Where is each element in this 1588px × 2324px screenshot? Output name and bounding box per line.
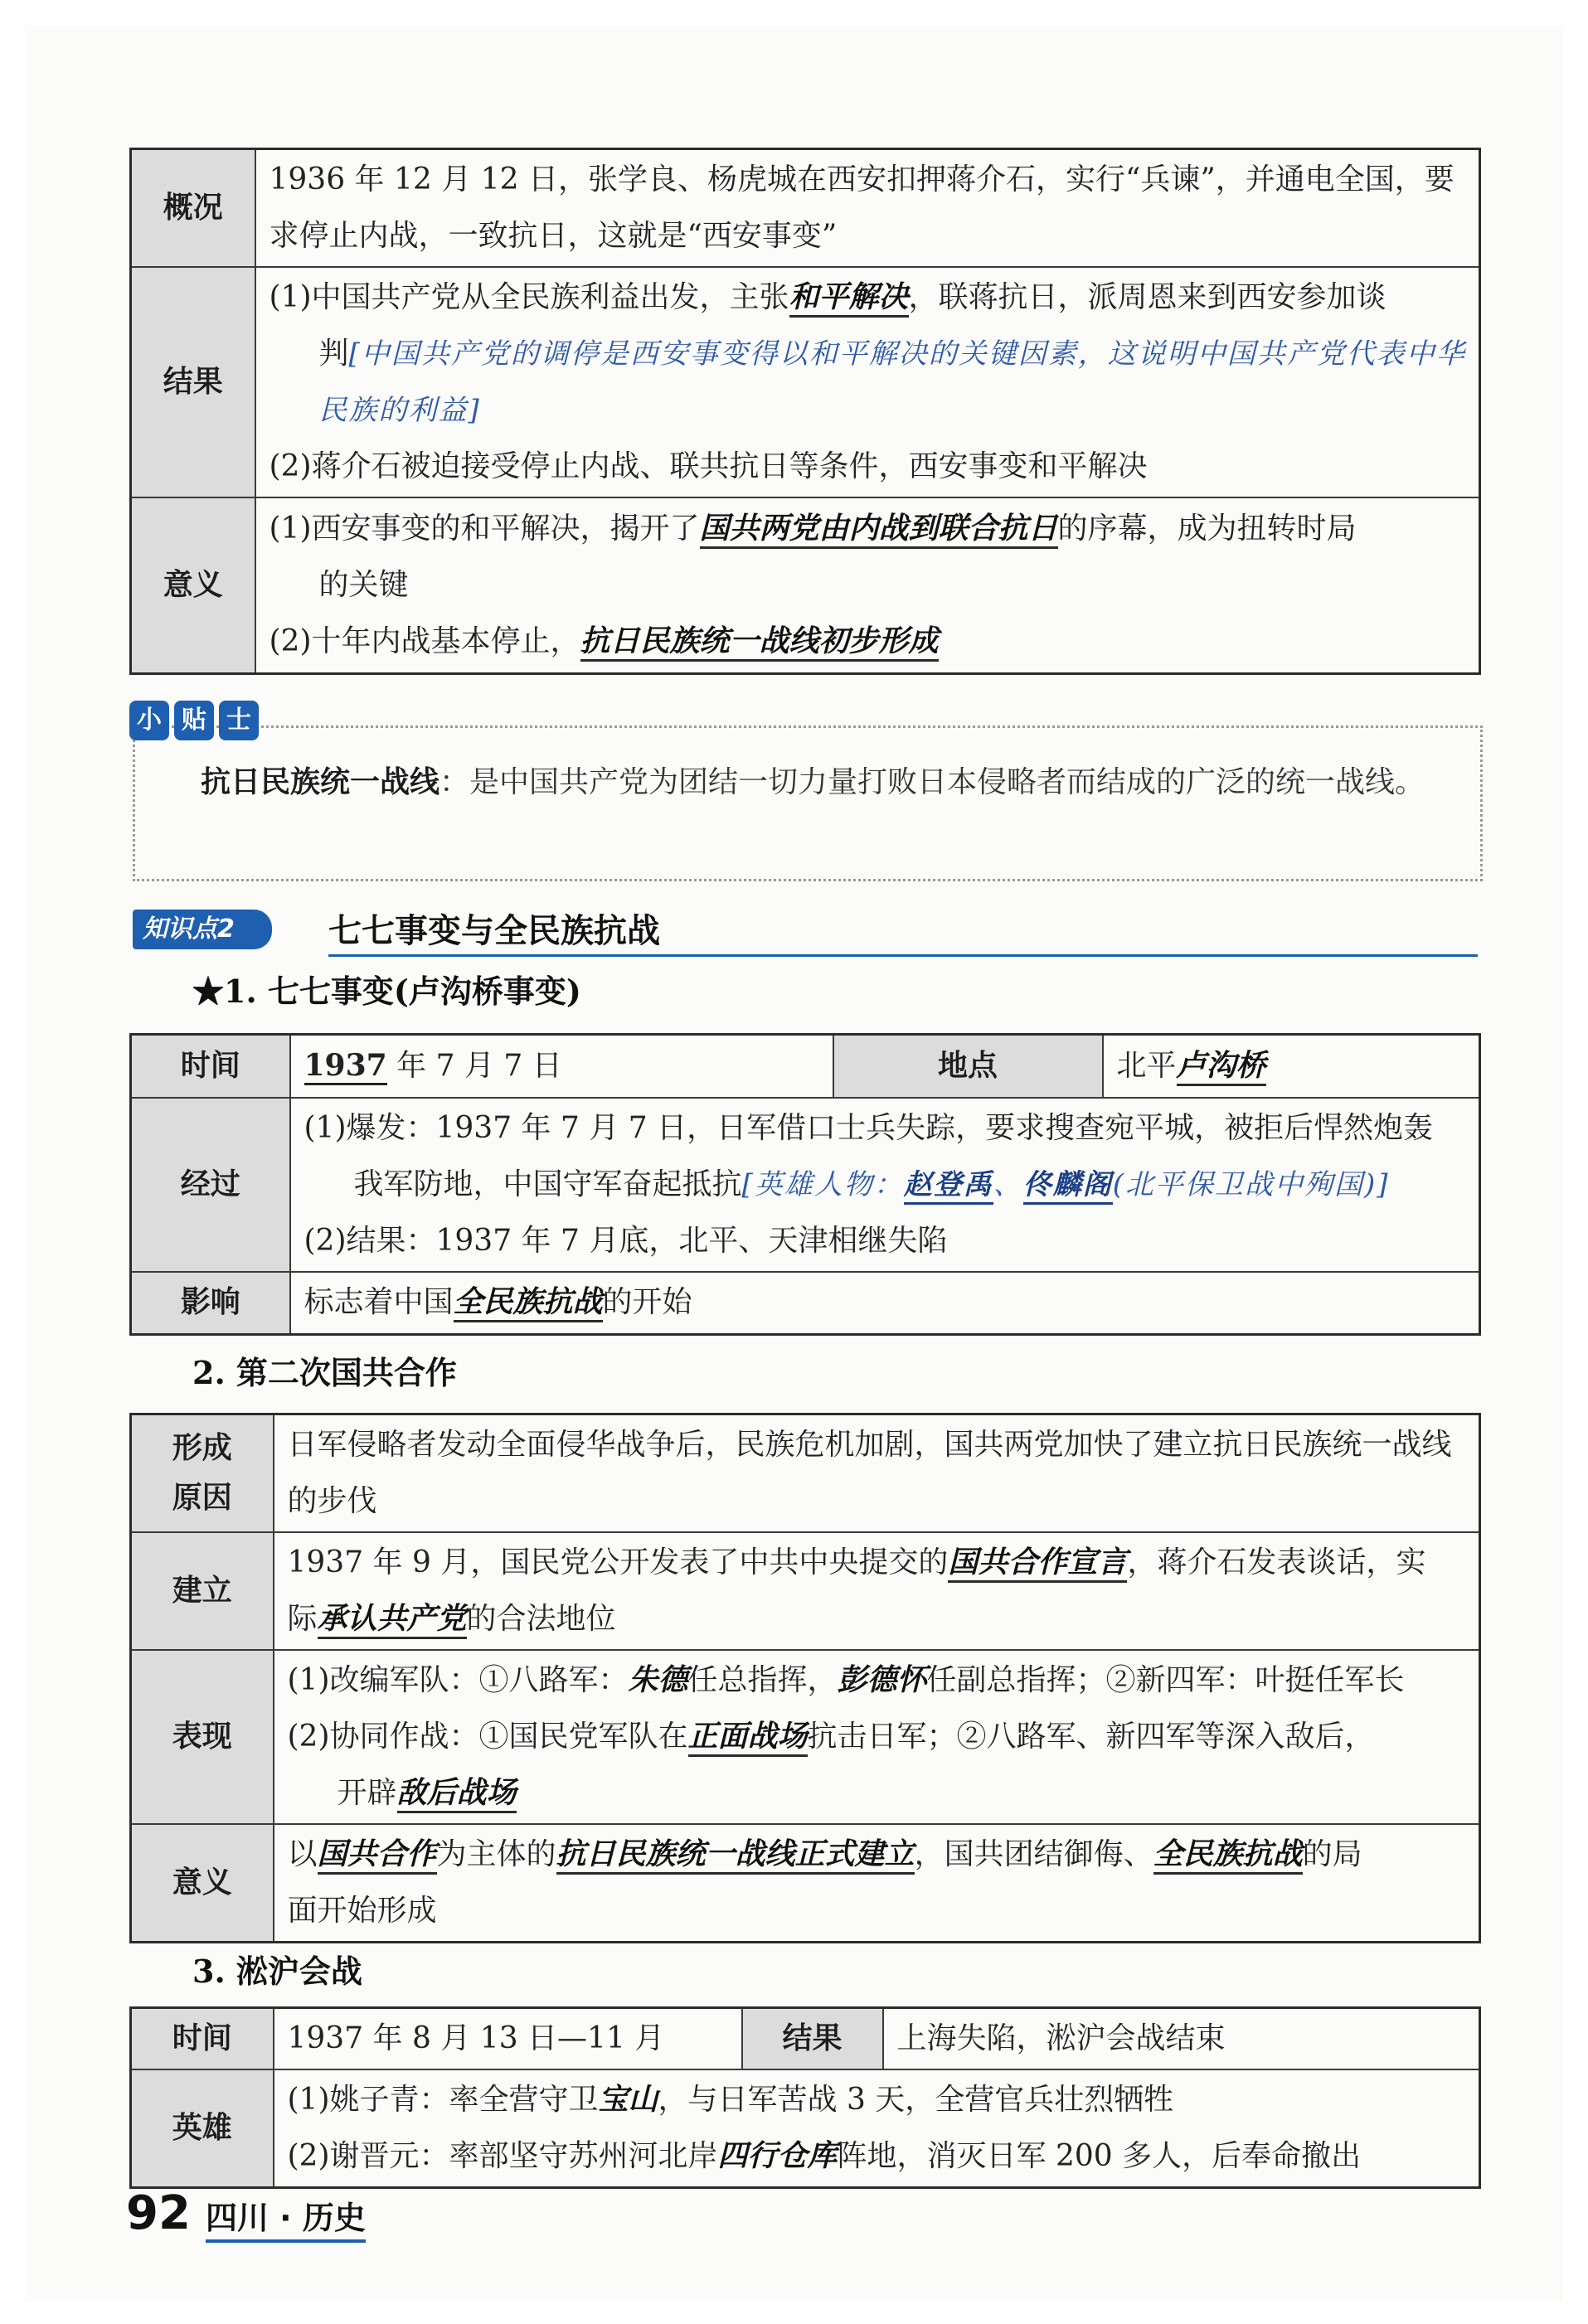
build-cell: 1937 年 9 月，国民党公开发表了中共中央提交的国共合作宣言，蒋介石发表谈话，实 际承认共产党的合法地位	[274, 1532, 1480, 1650]
overview-label: 概况	[131, 149, 255, 268]
keyword: 国共两党由内战到联合抗日	[700, 512, 1058, 549]
book-label: 四川 · 历史	[206, 2192, 366, 2243]
meaning-cell: (1)西安事变的和平解决，揭开了国共两党由内战到联合抗日的序幕，成为扭转时局 的关键 (2)十年内战基本停止，抗日民族统一战线初步形成	[255, 497, 1480, 673]
subheading-3: 3. 淞沪会战	[192, 1953, 362, 1990]
cause-label: 形成 原因	[131, 1414, 274, 1533]
tip-badge: 小 贴 士	[129, 699, 259, 742]
process-label: 经过	[131, 1098, 290, 1272]
songhu-table	[129, 2006, 1481, 2189]
impact-label: 影响	[131, 1272, 290, 1335]
section-rule	[328, 954, 1478, 957]
section-heading	[133, 908, 1478, 958]
page-footer	[126, 2186, 366, 2243]
meaning2-cell: 以国共合作为主体的抗日民族统一战线正式建立，国共团结御侮、全民族抗战的局 面开始形成	[274, 1824, 1480, 1943]
meaning2-label: 意义	[131, 1824, 274, 1943]
show-label: 表现	[131, 1650, 274, 1824]
result-label-3: 结果	[742, 2008, 883, 2070]
process-cell: (1)爆发：1937 年 7 月 7 日，日军借口士兵失踪，要求搜查宛平城，被拒后悍然炮轰 我军防地，中国守军奋起抵抗[英雄人物：赵登禹、佟麟阁(北平保卫战中殉国)] (2)结果：1937 年 7 月底，北平、天津相继失陷	[290, 1098, 1480, 1272]
place-value: 北平卢沟桥	[1103, 1035, 1480, 1098]
show-cell: (1)改编军队：①八路军：朱德任总指挥，彭德怀任副总指挥；②新四军：叶挺任军长 (2)协同作战：①国民党军队在正面战场抗击日军；②八路军、新四军等深入敌后， 开辟敌后战场	[274, 1650, 1480, 1824]
meaning-label: 意义	[131, 497, 255, 673]
cooperation-table	[129, 1413, 1481, 1943]
xian-incident-table	[129, 148, 1481, 675]
overview-text: 1936 年 12 月 12 日，张学良、杨虎城在西安扣押蒋介石，实行“兵谏”，并通电全国，要求停止内战，一致抗日，这就是“西安事变”	[255, 149, 1480, 268]
place-label: 地点	[833, 1035, 1103, 1098]
tip-term: 抗日民族统一战线	[201, 765, 440, 799]
hero-label: 英雄	[131, 2069, 274, 2188]
time-value-3: 1937 年 8 月 13 日—11 月	[274, 2008, 742, 2070]
subheading-2: 2. 第二次国共合作	[192, 1354, 457, 1391]
keyword: 抗日民族统一战线初步形成	[580, 624, 939, 662]
tip-text: 抗日民族统一战线：是中国共产党为团结一切力量打败日本侵略者而结成的广泛的统一战线。	[141, 754, 1480, 811]
section-title: 七七事变与全民族抗战	[328, 912, 660, 950]
result-cell: (1)中国共产党从全民族利益出发，主张和平解决，联蒋抗日，派周恩来到西安参加谈 判[中国共产党的调停是西安事变得以和平解决的关键因素，这说明中国共产党代表中华民族的利益] (2)蒋介石被迫接受停止内战、联共抗日等条件，西安事变和平解决	[255, 267, 1480, 497]
keyword: 和平解决	[789, 280, 909, 318]
subheading-1: ★1. 七七事变(卢沟桥事变)	[192, 973, 581, 1010]
result-label: 结果	[131, 267, 255, 497]
build-label: 建立	[131, 1532, 274, 1650]
july7-table	[129, 1033, 1481, 1336]
result-value-3: 上海失陷，淞沪会战结束	[883, 2008, 1480, 2070]
section-badge: 知识点2	[133, 910, 272, 949]
impact-cell: 标志着中国全民族抗战的开始	[290, 1272, 1480, 1335]
annotation-note: [中国共产党的调停是西安事变得以和平解决的关键因素，这说明中国共产党代表中华民族的利益]	[318, 337, 1466, 427]
page-number: 92	[126, 2186, 191, 2240]
time-label-3: 时间	[131, 2008, 274, 2070]
cause-cell: 日军侵略者发动全面侵华战争后，民族危机加剧，国共两党加快了建立抗日民族统一战线的步伐	[274, 1414, 1480, 1533]
hero-cell: (1)姚子青：率全营守卫宝山，与日军苦战 3 天，全营官兵壮烈牺牲 (2)谢晋元：率部坚守苏州河北岸四行仓库阵地，消灭日军 200 多人，后奉命撤出	[274, 2069, 1480, 2188]
time-value: 1937 年 7 月 7 日	[290, 1035, 833, 1098]
time-label: 时间	[131, 1035, 290, 1098]
